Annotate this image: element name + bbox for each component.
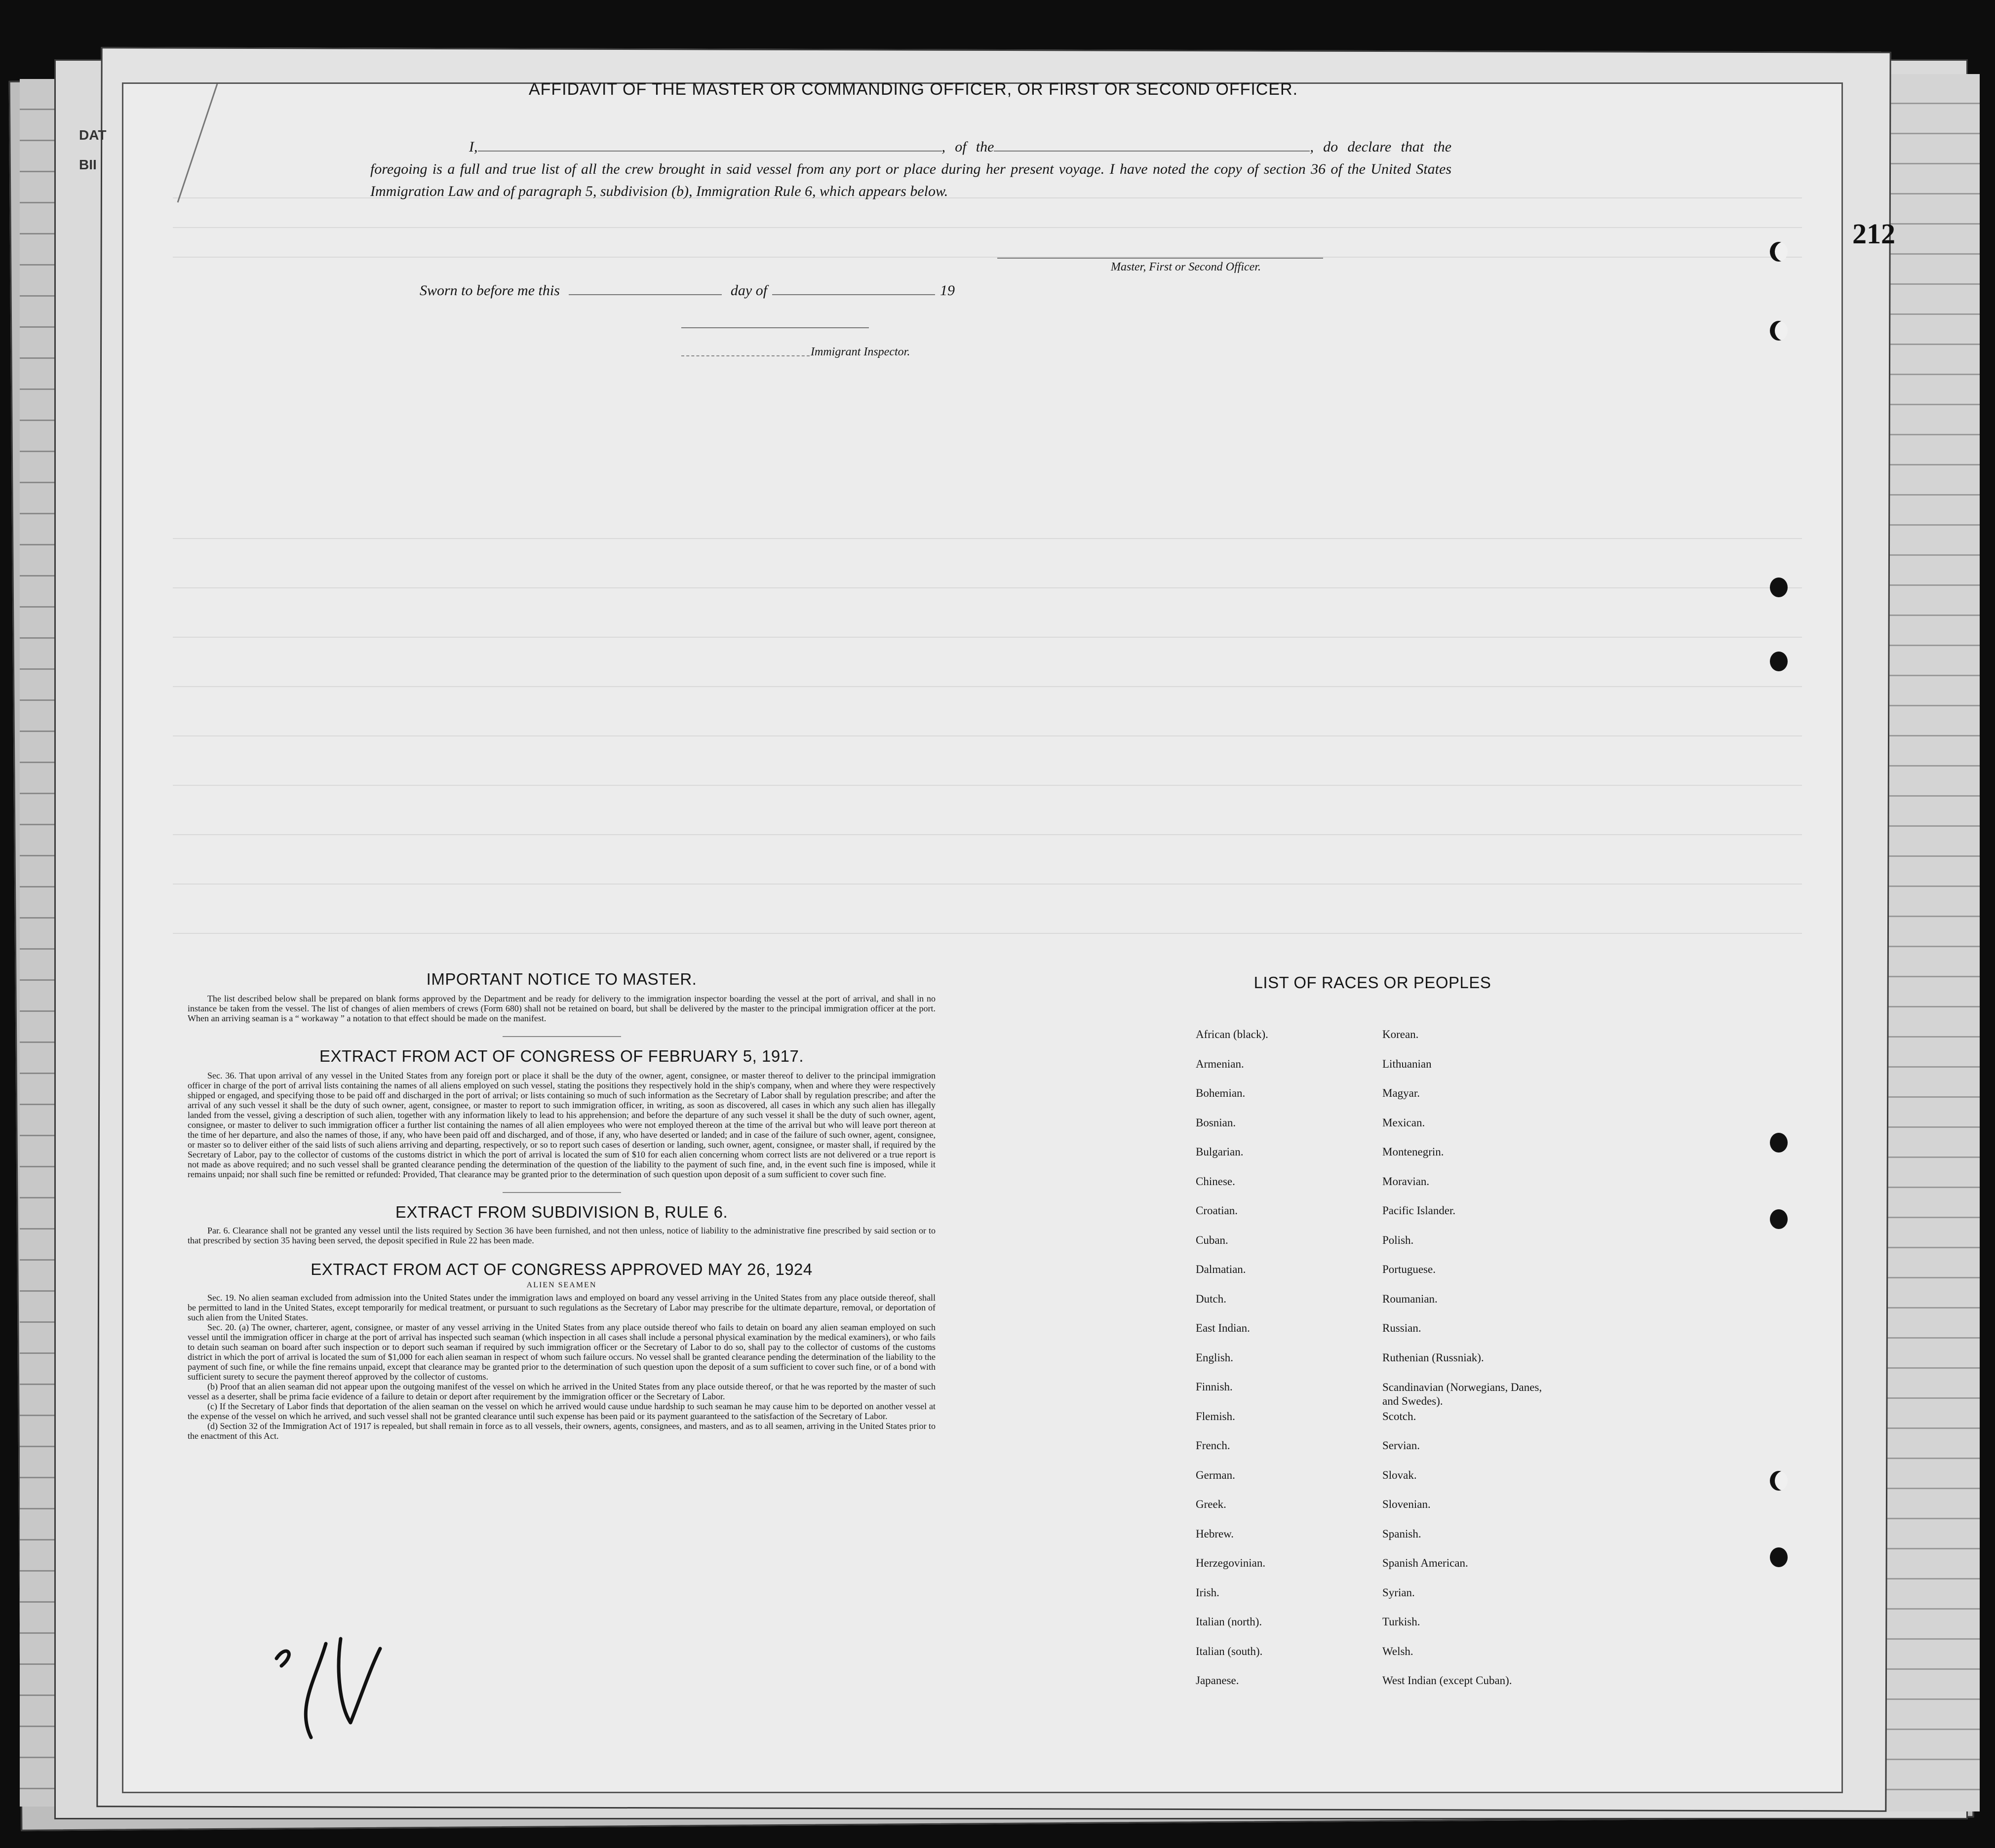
affidavit-text: that the foregoing is a full and true list of all the crew brought in said vessel from any port or place during her present voyage. I have noted the copy of section 36 of the United States Immigration Law and of paragraph 5, subdivision (b), Immigration Rule 6, which appears below. xyxy=(370,139,1452,199)
race-item: Chinese. xyxy=(1196,1175,1235,1188)
extract-1924-title: EXTRACT FROM ACT OF CONGRESS APPROVED MAY 26, 1924 xyxy=(311,1260,813,1278)
sworn-year: 19 xyxy=(940,282,955,299)
pencil-mark xyxy=(168,79,227,207)
race-item: Roumanian. xyxy=(1382,1292,1438,1305)
race-item: Syrian. xyxy=(1382,1586,1415,1599)
extract-1917-text: Sec. 36. That upon arrival of any vessel in the United States from any foreign port or place it shall be the duty of the owner, agent, consignee, or master thereof to deliver to the principal immigration officer in charge of the port of arrival lists containing the names of all aliens employed on such vessel, stating the positions they respectively hold in the ship's company, when and where they were respectively shipped or engaged, and specifying those to be paid off and discharged in the port of arrival; or lists containing so much of such information as the Secretary of Labor shall by regulation prescribe; and after the arrival of any such vessel it shall be the duty of such owner, agent, consignee, or master to report to such immigration officer, in writing, as soon as discovered, all cases in which any such alien has illegally landed from the vessel, giving a description of such alien, together with any information likely to lead to his apprehension; and before the departure of any such vessel it shall be the duty of such owner, agent, consignee, or master to deliver to such immigration officer a further list containing the names of all alien employees who were not employed thereon at the time of the arrival but who will leave port thereon at the time of her departure, and also the names of those, if any, who have been paid off and discharged, and of those, if any, who have deserted or landed; and in case of the failure of such owner, agent, consignee, or master so to deliver either of the said lists of such aliens arriving and departing, respectively, or so to report such cases of desertion or landing, such owner, agent, consignee, or master shall, if required by the Secretary of Labor, pay to the collector of customs of the customs district in which the port of arrival is located the sum of $10 for each alien concerning whom correct lists are not delivered or a true report is not made as above required; and no such vessel shall be granted clearance pending the determination of the question of the liability to the payment of such fine, and, in the event such fine is imposed, while it remains unpaid; nor shall such fine be remitted or refunded: Provided, That clearance may be granted prior to the determination of such question upon deposit of a sum sufficient to cover such fine. xyxy=(188,1071,936,1179)
affidavit-declare: , do declare xyxy=(1310,139,1392,155)
inspector-signature-line xyxy=(681,327,869,328)
race-item: Bulgarian. xyxy=(1196,1146,1244,1158)
race-item: Magyar. xyxy=(1382,1087,1420,1099)
race-item: Japanese. xyxy=(1196,1674,1239,1687)
race-item: Italian (south). xyxy=(1196,1645,1263,1657)
race-item: Turkish. xyxy=(1382,1616,1420,1628)
races-column-2 xyxy=(1382,1028,1550,1704)
race-item: Spanish American. xyxy=(1382,1557,1468,1569)
race-item: Herzegovinian. xyxy=(1196,1557,1266,1569)
race-item: Armenian. xyxy=(1196,1057,1244,1070)
punch-hole xyxy=(1770,1133,1788,1153)
signature-line xyxy=(997,258,1323,259)
race-item: Italian (north). xyxy=(1196,1616,1262,1628)
side-mark: DAT xyxy=(79,127,107,143)
race-item: Flemish. xyxy=(1196,1410,1235,1423)
affidavit-intro: I, xyxy=(469,139,478,155)
sworn-line xyxy=(420,282,955,299)
day-blank xyxy=(569,294,722,295)
extract-rule6-title: EXTRACT FROM SUBDIVISION B, RULE 6. xyxy=(395,1203,728,1221)
punch-hole xyxy=(1770,242,1788,262)
signature-label: Master, First or Second Officer. xyxy=(1111,261,1261,273)
race-item: Croatian. xyxy=(1196,1204,1238,1217)
race-item: Russian. xyxy=(1382,1322,1421,1334)
race-item: Polish. xyxy=(1382,1233,1414,1246)
race-item: African (black). xyxy=(1196,1028,1268,1040)
affidavit-body xyxy=(370,136,1451,202)
punch-hole xyxy=(1770,578,1788,597)
punch-hole xyxy=(1770,1471,1788,1491)
race-item: Lithuanian xyxy=(1382,1057,1432,1070)
name-blank xyxy=(478,151,942,152)
punch-hole xyxy=(1770,1547,1788,1567)
notice-text: The list described below shall be prepared on blank forms approved by the Department and be ready for delivery to the immigration inspector boarding the vessel at the port of arrival, and shall in no instance be taken from the vessel. The list of changes of alien members of crews (Form 680) shall not be retained on board, but shall be delivered by the master to the principal immigration officer at the port. When an arriving seaman is a “ workaway ” a notation to that effect should be made on the manifest. xyxy=(188,994,936,1023)
sworn-day-of: day of xyxy=(730,282,768,299)
race-item: Bosnian. xyxy=(1196,1116,1236,1129)
extract-1924-paragraph: (c) If the Secretary of Labor finds that deportation of the alien seaman on the vessel on which he arrived would cause undue hardship to such seaman he may cause him to be deported on another vessel at the expense of the vessel on which he arrived, and such vessel shall not be granted clearance until such expense has been paid or its payment guaranteed to the satisfaction of the Secretary of Labor. xyxy=(188,1401,936,1421)
extract-rule6-text: Par. 6. Clearance shall not be granted any vessel until the lists required by Section 36 have been furnished, and not then unless, notice of liability to the administrative fine prescribed by said section or to that prescribed by section 35 having been served, the deposit specified in Rule 22 has been made. xyxy=(188,1226,936,1245)
races-column-1 xyxy=(1196,1028,1268,1704)
punch-hole xyxy=(1770,652,1788,671)
race-item: Finnish. xyxy=(1196,1381,1233,1393)
race-item: Slovak. xyxy=(1382,1468,1417,1481)
notice-column xyxy=(188,970,936,1441)
page-number: 212 xyxy=(1852,218,1895,250)
handwritten-mark xyxy=(267,1624,395,1752)
race-item: Spanish. xyxy=(1382,1527,1421,1540)
race-item: Scandinavian (Norwegians, Danes, and Swedes). xyxy=(1382,1381,1542,1407)
race-item: Montenegrin. xyxy=(1382,1146,1444,1158)
side-mark: BII xyxy=(79,157,97,172)
sworn-prefix: Sworn to before me this xyxy=(420,282,560,299)
race-item: English. xyxy=(1196,1351,1234,1364)
race-item: Greek. xyxy=(1196,1498,1226,1510)
race-item: French. xyxy=(1196,1439,1230,1452)
extract-1924-subtitle: ALIEN SEAMEN xyxy=(526,1281,597,1289)
race-item: Mexican. xyxy=(1382,1116,1425,1129)
race-item: Moravian. xyxy=(1382,1175,1430,1188)
extract-1917-title: EXTRACT FROM ACT OF CONGRESS OF FEBRUARY 5, 1917. xyxy=(319,1047,804,1065)
inspector-line xyxy=(681,355,810,356)
form-page xyxy=(123,84,1841,1792)
extract-1924-paragraph: (b) Proof that an alien seaman did not appear upon the outgoing manifest of the vessel on which he arrived in the United States from any place outside thereof, or that he was reported by the master of such vessel as a deserter, shall be prima facie evidence of a failure to detain or deport after requirement by the immigration officer or the Secretary of Labor. xyxy=(188,1382,936,1401)
race-item: Irish. xyxy=(1196,1586,1219,1599)
punch-hole xyxy=(1770,1209,1788,1229)
month-blank xyxy=(772,294,935,295)
race-item: Dutch. xyxy=(1196,1292,1226,1305)
race-item: Hebrew. xyxy=(1196,1527,1234,1540)
race-item: East Indian. xyxy=(1196,1322,1250,1334)
race-item: Slovenian. xyxy=(1382,1498,1431,1510)
extract-1924-paragraph: Sec. 19. No alien seaman excluded from admission into the United States under the immigration laws and employed on board any vessel arriving in the United States from any place outside thereof, shall be permitted to land in the United States, except temporarily for medical treatment, or pursuant to such regulations as the Secretary of Labor may prescribe for the ultimate departure, removal, or deportation of such alien from the United States. xyxy=(188,1293,936,1322)
race-item: Cuban. xyxy=(1196,1233,1228,1246)
race-item: Portuguese. xyxy=(1382,1263,1436,1275)
race-item: Welsh. xyxy=(1382,1645,1413,1657)
race-item: Pacific Islander. xyxy=(1382,1204,1456,1217)
punch-hole xyxy=(1770,321,1788,341)
vessel-blank xyxy=(994,151,1310,152)
affidavit-of-the: , of the xyxy=(941,139,994,155)
races-title: LIST OF RACES OR PEOPLES xyxy=(1253,973,1491,992)
race-item: Scotch. xyxy=(1382,1410,1416,1423)
race-item: Ruthenian (Russniak). xyxy=(1382,1351,1484,1364)
inspector-label: Immigrant Inspector. xyxy=(811,346,910,358)
race-item: Korean. xyxy=(1382,1028,1419,1040)
race-item: Servian. xyxy=(1382,1439,1420,1452)
race-item: Bohemian. xyxy=(1196,1087,1246,1099)
affidavit-title: AFFIDAVIT OF THE MASTER OR COMMANDING OFFICER, OR FIRST OR SECOND OFFICER. xyxy=(528,80,1298,99)
race-item: German. xyxy=(1196,1468,1235,1481)
extract-1924-paragraph: Sec. 20. (a) The owner, charterer, agent, consignee, or master of any vessel arriving in the United States from any place outside thereof who fails to detain on board any alien seaman employed on such vessel until the immigration officer in charge at the port of arrival has inspected such seaman (which inspection in all cases shall include a personal physical examination by the medical examiners), or who fails to detain such seaman on board after such inspection or to deport such seaman if required by such immigration officer or the Secretary of Labor to do so, shall pay to the collector of customs of the customs district in which the port of arrival is located the sum of $1,000 for each alien seaman in respect of whom such failure occurs. No vessel shall be granted clearance pending the determination of the liability to the payment of such fine, or while the fine remains unpaid, except that clearance may be granted prior to the determination of such question upon the deposit of a sum sufficient to cover such fine, or of a bond with sufficient surety to secure the payment thereof approved by the collector of customs. xyxy=(188,1322,936,1382)
notice-title: IMPORTANT NOTICE TO MASTER. xyxy=(426,970,697,988)
extract-1924-paragraph: (d) Section 32 of the Immigration Act of 1917 is repealed, but shall remain in force as to all vessels, their owners, agents, consignees, and masters, and as to all seamen, arriving in the United States prior to the enactment of this Act. xyxy=(188,1421,936,1441)
race-item: Dalmatian. xyxy=(1196,1263,1246,1275)
race-item: West Indian (except Cuban). xyxy=(1382,1674,1512,1687)
